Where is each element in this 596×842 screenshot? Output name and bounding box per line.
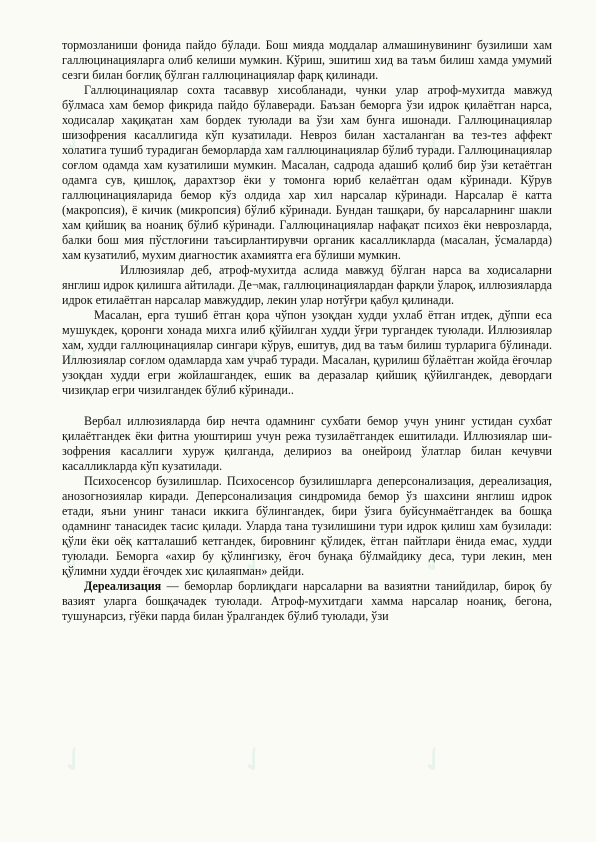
watermark: ✓	[51, 535, 98, 585]
paragraph	[62, 579, 552, 624]
paragraph: Галлюцинациялар сохта тасаввур хисобланади, чунки улар атроф-мухитда мавжуд бўлмаса хам бемор фикрида пайдо бўлаверади. Баъзан беморга ўзи идрок қилаётган нарса, ходисалар хақиқатан хам бордек туюлади ва ўзи хам бунга ишонади. Галлюцинациялар шизофрения касаллигида кўп кузатилади. Невроз билан хасталанган ва тез-тез аффект холатига тушиб турадиган беморларда хам галлюцинациялар бўлиб туради. Галлюцинациялар соғлом одамда хам кузатилиши мумкин. Масалан, садрода адашиб қолиб бир ўзи кетаётган одамга сув, қишлоқ, дарахтзор ёки у томонга юриб келаётган одам кўринади. Кўрув галлюцинацияларида бемор кўз олдида хар хил нарсалар кўринади. Нарсалар ё катта (макропсия), ё кичик (микропсия) бўлиб кўринади. Бундан ташқари, бу нарсаларнинг шакли хам қийшиқ ва ноаниқ бўлиб кўринади. Галлюцинациялар нафақат психоз ёки неврозларда, балки бош мия пўстлоғини таъсирлантирувчи органик касалликларда (масалан, ўсмаларда) хам кузатилиб, мухим диагностик ахамиятга ега бўлиши мумкин.	[62, 83, 552, 262]
watermark: ✓	[51, 325, 98, 375]
paragraph-text: — беморлар борлиқдаги нарсаларни ва вазиятни танийдилар, бироқ бу вазият уларга бошқачадек туюлади. Атроф-мухитдаги хамма нарсалар ноаниқ, бегона, тушунарсиз, гўёки парда билан ўралгандек бўлиб туюлади, ўзи	[62, 579, 552, 623]
term-heading: Дереализация	[84, 579, 162, 593]
paragraph: Масалан, ерга тушиб ётган қора чўпон узоқдан худди ухлаб ётган итдек, дўппи еса мушукдек, қоронги хонада михга илиб қўйилган худди ўғри тургандек туюлади. Иллюзиялар хам, худди галлюцинациялар сингари кўрув, ешитув, дид ва таъм билиш турларига бўлинади. Иллюзиялар соғлом одамларда хам учраб туради. Масалан, қурилиш бўлаётган жойда ёғочлар узоқдан худди егри жойлашгандек, ешик ва деразалар қийшиқ қўйилгандек, девордаги чизиқлар егри чизилгандек бўлиб кўринади..	[62, 308, 552, 397]
paragraph: Психосенсор бузилишлар. Психосенсор бузилишларга деперсонализация, дереализация, анозогнозиялар киради. Деперсонализация синдромида бемор ўз шахсини янглиш идрок етади, яъни унинг танаси иккига бўлингандек, бири ўзига буйсунмаётгандек ва бошқа одамнинг танасидек тасис қилади. Уларда тана тузилишини тури идрок қилиш хам бузилади: қўли ёки оёқ катталашиб кетгандек, бировнинг қўлидек, ётган пайтлари ёнида емас, худди туюлади. Беморга «ахир бу қўлингизку, ёғоч бунақа бўлмайдику деса, тури лекин, мен қўлимни худди ёғочдек хис қилаяпман» дейди.	[62, 474, 552, 578]
watermark: ✓	[231, 325, 278, 375]
paragraph: Иллюзиялар деб, атроф-мухитда аслида мавжуд бўлган нарса ва ходисаларни янглиш идрок қилишга айтилади. Де¬мак, галлюцинациялардан фарқли ўлароқ, иллюзияларда идрок етилаётган нарсалар мавжуддир, лекин улар нотўғри қабул қилинади.	[62, 263, 552, 307]
paragraph: Вербал иллюзияларда бир нечта одамнинг сухбати бемор учун унинг устидан сухбат қилаётгандек ёки фитна уюштириш учун режа тузилаётгандек ешитилади. Иллюзиялар ши-зофрения касаллиги хуруж қилганда, делириоз ва онейроид ўлатлар билан кечувчи касалликларда кўп кузатилади.	[62, 414, 552, 473]
watermark: ✓	[411, 735, 458, 785]
watermark: ✓	[51, 735, 98, 785]
paragraph: тормозланиши фонида пайдо бўлади. Бош мияда моддалар алмашинувининг бузилиши хам галлюцинацияларга олиб келиши мумкин. Кўриш, эшитиш хид ва таъм билиш хамда умумий сезги билан боғлиқ бўлган галлюцинациялар фарқ қилинади.	[62, 38, 552, 82]
document-page	[62, 38, 552, 624]
watermark: ✓	[231, 735, 278, 785]
watermark: ✓	[51, 115, 98, 165]
watermark: ✓	[411, 115, 458, 165]
watermark: ✓	[231, 535, 278, 585]
watermark: ✓	[411, 325, 458, 375]
watermark: ✓	[411, 535, 458, 585]
paragraph-gap	[62, 398, 552, 414]
watermark: ✓	[231, 115, 278, 165]
